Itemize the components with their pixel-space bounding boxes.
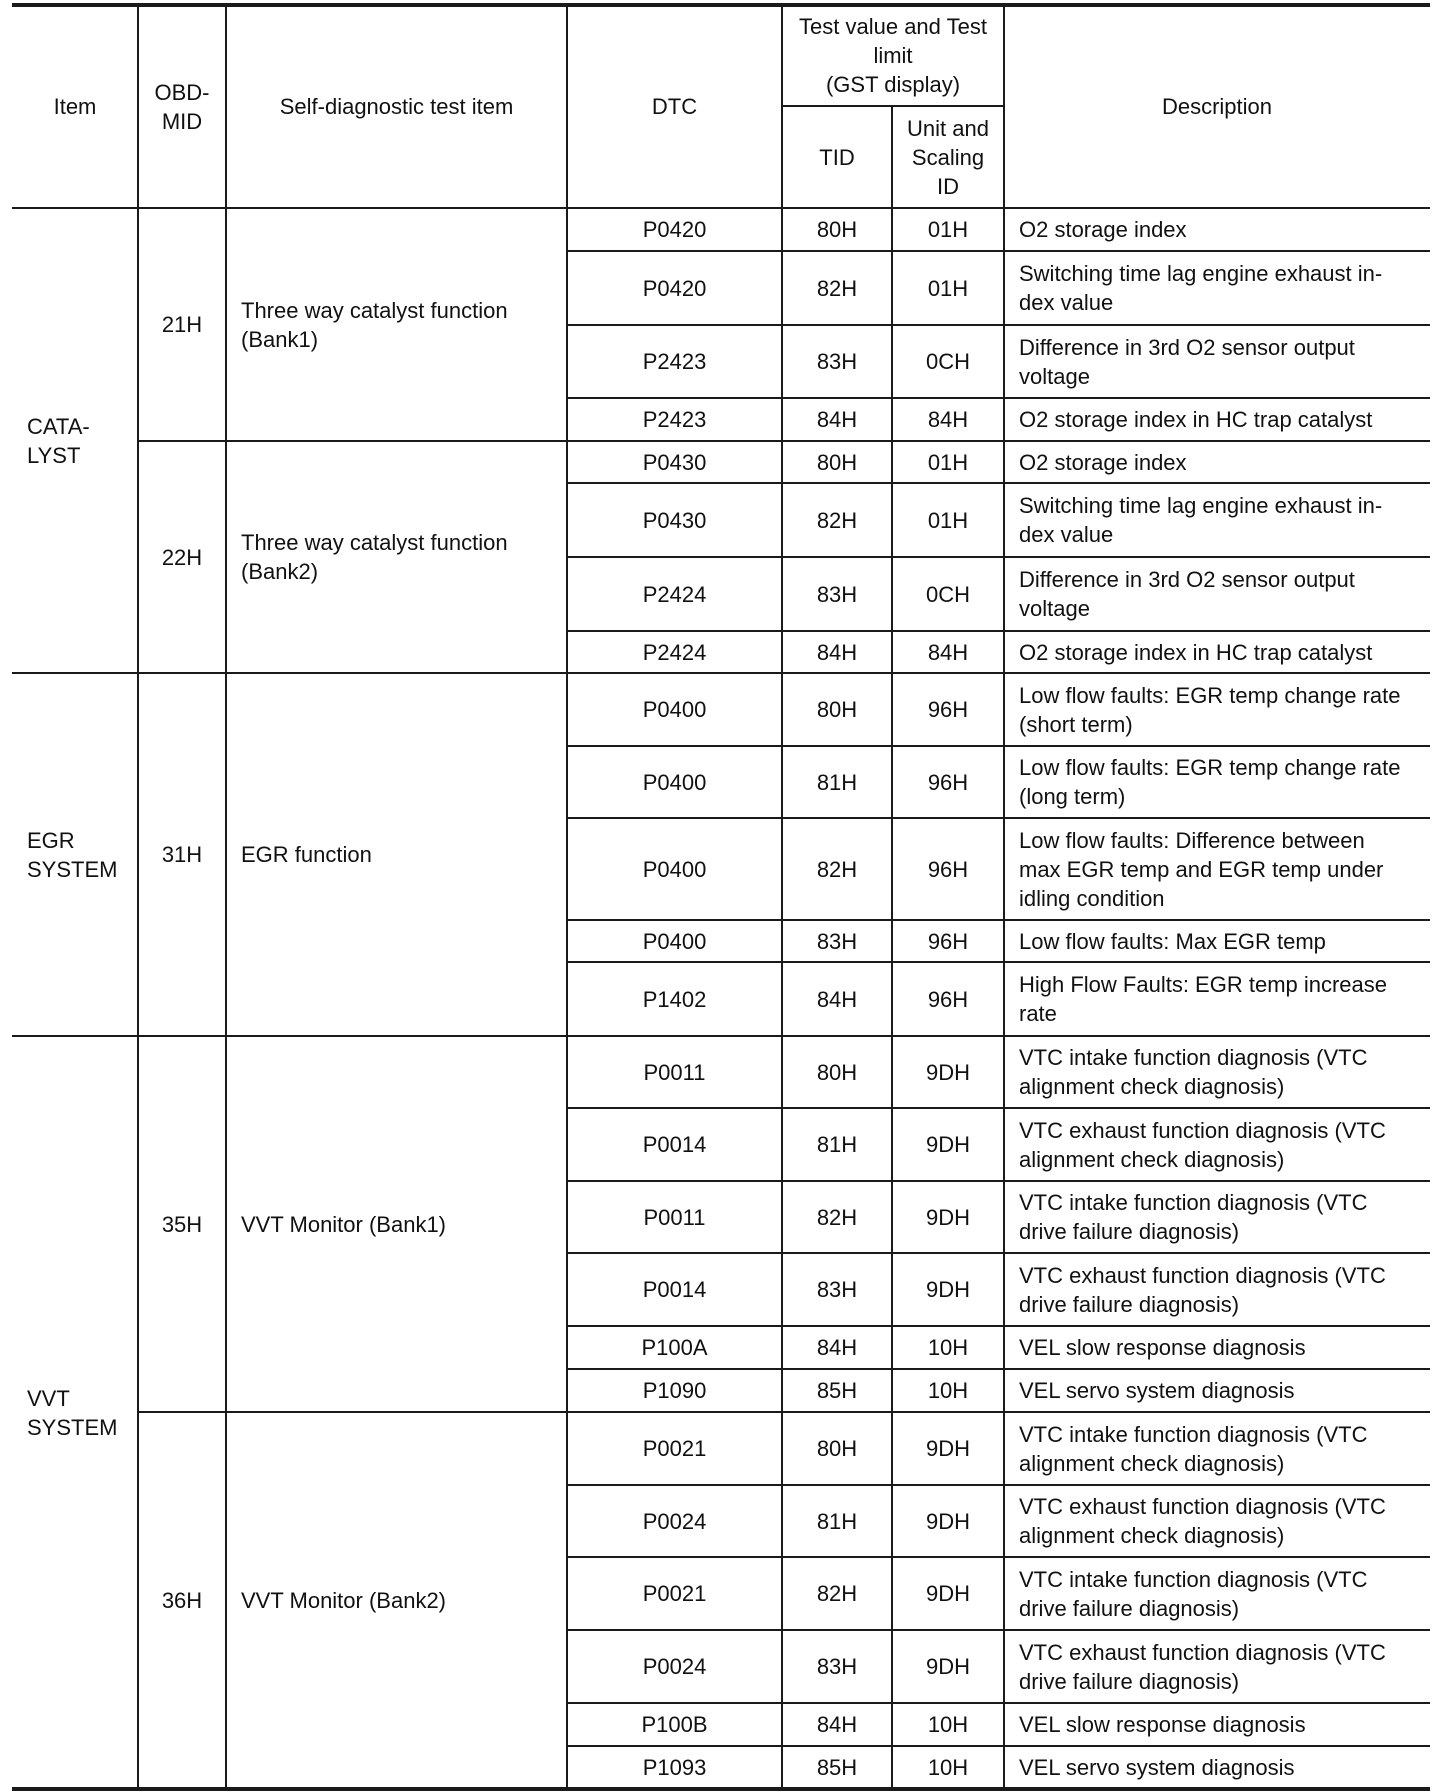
column-rule <box>891 106 893 1789</box>
description-cell-text: VTC exhaust function diagnosis (VTC alignment check diagnosis) <box>1019 1117 1386 1172</box>
tid-cell <box>782 325 892 398</box>
unit-scaling-cell-text: 10H <box>927 1378 969 1403</box>
tid-cell <box>782 557 892 631</box>
header-item-text: Item <box>53 94 97 119</box>
tid-cell <box>782 1253 892 1326</box>
dtc-cell <box>567 818 782 920</box>
tid-cell-text: 81H <box>816 769 858 795</box>
description-cell-text: VTC intake function diagnosis (VTC alignment check diagnosis) <box>1019 1421 1368 1476</box>
header-description-text: Description <box>1161 94 1273 119</box>
row-rule <box>567 919 1430 921</box>
obd-mid-cell-text: 22H <box>161 544 203 570</box>
description-cell <box>1004 631 1430 673</box>
header-dtc-text: DTC <box>651 94 698 119</box>
header-item <box>12 5 138 208</box>
unit-scaling-cell-text: 9DH <box>925 1654 970 1679</box>
tid-cell <box>782 920 892 962</box>
tid-cell-text: 84H <box>816 639 858 665</box>
dtc-cell-text: P2423 <box>642 349 707 374</box>
dtc-cell-text: P0011 <box>643 1204 706 1230</box>
dtc-cell <box>567 557 782 631</box>
dtc-cell-text: P0024 <box>642 1654 707 1679</box>
unit-scaling-cell <box>892 1326 1004 1369</box>
description-cell-text: VTC intake function diagnosis (VTC drive failure diagnosis) <box>1019 1566 1368 1621</box>
obd-mid-cell-text: 31H <box>161 842 203 867</box>
header-unit-scaling-text: Unit and Scaling ID <box>907 115 989 199</box>
test-item-cell <box>226 208 567 441</box>
tid-cell-text: 85H <box>816 1755 858 1780</box>
unit-scaling-cell <box>892 483 1004 557</box>
dtc-cell-text: P0011 <box>643 1059 706 1085</box>
description-cell-text: VEL servo system diagnosis <box>1019 1755 1295 1780</box>
description-cell-text: High Flow Faults: EGR temp increase rate <box>1019 972 1388 1026</box>
header-unit-scaling <box>892 106 1004 208</box>
tid-cell-text: 83H <box>816 1277 858 1302</box>
dtc-cell <box>567 251 782 325</box>
tid-cell <box>782 818 892 920</box>
unit-scaling-cell-text: 9DH <box>925 1436 970 1461</box>
unit-scaling-cell <box>892 818 1004 920</box>
tid-cell-text: 85H <box>816 1378 858 1403</box>
row-rule <box>567 1180 1430 1182</box>
description-cell <box>1004 1036 1430 1108</box>
unit-scaling-cell-text: 9DH <box>925 1204 970 1230</box>
dtc-cell <box>567 1036 782 1108</box>
tid-cell <box>782 1036 892 1108</box>
header-obd-mid <box>138 5 226 208</box>
header-test-value-group-text: Test value and Test limit (GST display) <box>799 14 987 97</box>
unit-scaling-cell-text: 9DH <box>925 1132 970 1157</box>
obd-mid-cell-text: 36H <box>161 1588 203 1613</box>
description-cell <box>1004 962 1430 1036</box>
dtc-cell <box>567 1485 782 1557</box>
description-cell <box>1004 1412 1430 1485</box>
unit-scaling-cell-text: 84H <box>927 639 969 665</box>
dtc-cell-text: P0021 <box>642 1436 707 1461</box>
test-item-cell-text: VVT Monitor (Bank2) <box>241 1588 447 1613</box>
tid-cell <box>782 251 892 325</box>
item-cell-text: VVT SYSTEM <box>27 1385 118 1440</box>
header-description <box>1004 5 1430 208</box>
obd-mid-cell <box>138 673 226 1036</box>
unit-scaling-cell <box>892 962 1004 1036</box>
unit-scaling-cell-text: 01H <box>927 275 969 301</box>
dtc-cell-text: P100B <box>641 1712 708 1737</box>
unit-scaling-cell <box>892 441 1004 483</box>
description-cell <box>1004 1703 1430 1746</box>
tid-cell-text: 83H <box>816 928 858 954</box>
row-rule <box>567 1556 1430 1558</box>
row-rule <box>567 961 1430 963</box>
column-rule <box>1003 5 1005 1789</box>
column-rule <box>781 5 783 1789</box>
description-cell <box>1004 398 1430 441</box>
description-cell <box>1004 1326 1430 1369</box>
dtc-cell <box>567 1412 782 1485</box>
tid-cell <box>782 1412 892 1485</box>
row-rule <box>567 1411 1430 1413</box>
description-cell-text: Difference in 3rd O2 sensor output voltage <box>1019 334 1355 389</box>
unit-scaling-cell-text: 96H <box>927 769 969 795</box>
unit-scaling-cell <box>892 1108 1004 1181</box>
dtc-cell-text: P0430 <box>642 507 707 533</box>
tid-cell-text: 83H <box>816 349 858 374</box>
description-cell-text: VEL slow response diagnosis <box>1019 1712 1306 1737</box>
tid-cell-text: 82H <box>816 275 858 301</box>
tid-cell <box>782 1746 892 1789</box>
row-rule <box>567 440 1430 442</box>
row-rule <box>567 1629 1430 1631</box>
dtc-cell <box>567 325 782 398</box>
unit-scaling-cell <box>892 1485 1004 1557</box>
description-cell <box>1004 673 1430 746</box>
dtc-cell <box>567 746 782 818</box>
mid-group-rule <box>138 440 567 442</box>
dtc-cell <box>567 1326 782 1369</box>
tid-cell <box>782 1326 892 1369</box>
unit-scaling-cell-text: 96H <box>927 856 969 882</box>
obd-mid-cell <box>138 441 226 673</box>
row-rule <box>567 1325 1430 1327</box>
description-cell <box>1004 325 1430 398</box>
description-cell-text: VTC intake function diagnosis (VTC alignment check diagnosis) <box>1019 1045 1368 1099</box>
unit-scaling-cell-text: 84H <box>927 407 969 432</box>
unit-scaling-cell-text: 01H <box>927 507 969 533</box>
mid-group-rule <box>138 1411 567 1413</box>
description-cell-text: Switching time lag engine exhaust in- dex value <box>1019 493 1383 547</box>
row-rule <box>567 324 1430 326</box>
dtc-cell <box>567 441 782 483</box>
dtc-cell-text: P0430 <box>642 449 707 475</box>
unit-scaling-cell <box>892 920 1004 962</box>
tid-cell <box>782 673 892 746</box>
description-cell <box>1004 1181 1430 1253</box>
unit-scaling-cell <box>892 1253 1004 1326</box>
tid-cell-text: 84H <box>816 1335 858 1360</box>
description-cell <box>1004 1746 1430 1789</box>
tid-cell-text: 82H <box>816 1581 858 1606</box>
dtc-cell <box>567 208 782 251</box>
row-rule <box>567 672 1430 674</box>
tid-cell-text: 80H <box>816 449 858 475</box>
tid-cell <box>782 1630 892 1703</box>
test-item-cell <box>226 673 567 1036</box>
unit-scaling-cell <box>892 398 1004 441</box>
unit-scaling-cell <box>892 1036 1004 1108</box>
tid-cell-text: 82H <box>816 1204 858 1230</box>
unit-scaling-cell <box>892 1746 1004 1789</box>
description-cell-text: O2 storage index <box>1019 449 1187 475</box>
dtc-cell-text: P1090 <box>642 1378 707 1403</box>
row-rule <box>567 1702 1430 1704</box>
dtc-cell-text: P0400 <box>642 856 707 882</box>
dtc-cell-text: P2423 <box>642 407 707 432</box>
item-cell-text: CATA- LYST <box>27 413 90 468</box>
dtc-cell <box>567 1369 782 1412</box>
obd-mid-cell-text: 21H <box>161 312 203 337</box>
unit-scaling-cell <box>892 631 1004 673</box>
tid-cell <box>782 1369 892 1412</box>
tid-cell-text: 83H <box>816 581 858 607</box>
tid-cell <box>782 631 892 673</box>
unit-scaling-cell-text: 10H <box>927 1712 969 1737</box>
row-rule <box>567 745 1430 747</box>
unit-scaling-cell-text: 10H <box>927 1335 969 1360</box>
tid-cell-text: 80H <box>816 1059 858 1085</box>
tid-cell <box>782 962 892 1036</box>
tid-cell-text: 84H <box>816 986 858 1012</box>
dtc-cell-text: P0024 <box>642 1508 707 1534</box>
unit-scaling-cell <box>892 1557 1004 1630</box>
tid-cell <box>782 441 892 483</box>
header-tid-text: TID <box>819 144 855 170</box>
unit-scaling-cell-text: 96H <box>927 986 969 1012</box>
row-rule <box>567 1252 1430 1254</box>
header-test-item <box>226 5 567 208</box>
unit-scaling-cell <box>892 1703 1004 1746</box>
unit-scaling-cell-text: 0CH <box>925 349 970 374</box>
test-item-cell-text: Three way catalyst function (Bank1) <box>241 297 508 352</box>
row-rule <box>567 556 1430 558</box>
unit-scaling-cell <box>892 1630 1004 1703</box>
dtc-cell-text: P100A <box>641 1335 708 1360</box>
unit-scaling-cell <box>892 208 1004 251</box>
dtc-cell <box>567 1746 782 1789</box>
description-cell <box>1004 1369 1430 1412</box>
description-cell <box>1004 441 1430 483</box>
description-cell-text: VTC exhaust function diagnosis (VTC alignment check diagnosis) <box>1019 1494 1386 1548</box>
row-rule <box>567 1368 1430 1370</box>
dtc-cell-text: P0400 <box>642 769 707 795</box>
dtc-cell-text: P0420 <box>642 275 707 301</box>
unit-scaling-cell <box>892 325 1004 398</box>
description-cell-text: VEL servo system diagnosis <box>1019 1378 1295 1403</box>
tid-cell-text: 84H <box>816 1712 858 1737</box>
dtc-cell-text: P2424 <box>642 581 707 607</box>
row-rule <box>567 250 1430 252</box>
unit-scaling-cell-text: 0CH <box>925 581 970 607</box>
description-cell <box>1004 1253 1430 1326</box>
row-rule <box>567 1745 1430 1747</box>
dtc-cell <box>567 1703 782 1746</box>
tid-cell <box>782 746 892 818</box>
description-cell-text: O2 storage index in HC trap catalyst <box>1019 639 1373 665</box>
dtc-cell <box>567 673 782 746</box>
group-rule <box>782 105 1004 107</box>
description-cell <box>1004 1557 1430 1630</box>
dtc-cell <box>567 398 782 441</box>
unit-scaling-cell <box>892 251 1004 325</box>
row-rule <box>567 630 1430 632</box>
item-cell <box>12 673 138 1036</box>
dtc-cell-text: P1093 <box>642 1755 707 1780</box>
tid-cell <box>782 483 892 557</box>
unit-scaling-cell <box>892 746 1004 818</box>
row-rule <box>567 1484 1430 1486</box>
unit-scaling-cell <box>892 1181 1004 1253</box>
description-cell <box>1004 1108 1430 1181</box>
row-rule <box>567 1107 1430 1109</box>
tid-cell-text: 81H <box>816 1132 858 1157</box>
description-cell-text: VTC exhaust function diagnosis (VTC drive failure diagnosis) <box>1019 1262 1386 1317</box>
description-cell <box>1004 818 1430 920</box>
unit-scaling-cell-text: 9DH <box>925 1059 970 1085</box>
tid-cell-text: 80H <box>816 697 858 722</box>
unit-scaling-cell-text: 01H <box>927 449 969 475</box>
description-cell <box>1004 920 1430 962</box>
unit-scaling-cell-text: 9DH <box>925 1277 970 1302</box>
header-test-value-group <box>782 5 1004 106</box>
unit-scaling-cell-text: 10H <box>927 1755 969 1780</box>
row-rule <box>567 482 1430 484</box>
tid-cell <box>782 1181 892 1253</box>
tid-cell-text: 82H <box>816 856 858 882</box>
dtc-cell <box>567 1630 782 1703</box>
description-cell-text: Difference in 3rd O2 sensor output voltage <box>1019 567 1355 621</box>
test-item-cell-text: EGR function <box>241 842 372 867</box>
description-cell <box>1004 1630 1430 1703</box>
tid-cell <box>782 1485 892 1557</box>
description-cell-text: VTC intake function diagnosis (VTC drive failure diagnosis) <box>1019 1190 1368 1244</box>
tid-cell <box>782 1557 892 1630</box>
column-rule <box>566 5 568 1789</box>
obd-mid-cell <box>138 1036 226 1412</box>
tid-cell <box>782 398 892 441</box>
row-rule <box>567 817 1430 819</box>
header-tid <box>782 106 892 208</box>
dtc-cell-text: P2424 <box>642 639 707 665</box>
column-rule <box>137 5 139 1789</box>
tid-cell-text: 82H <box>816 507 858 533</box>
item-cell <box>12 208 138 673</box>
description-cell-text: O2 storage index <box>1019 217 1187 242</box>
test-item-cell <box>226 1412 567 1789</box>
unit-scaling-cell <box>892 673 1004 746</box>
description-cell-text: Low flow faults: EGR temp change rate (short term) <box>1019 682 1401 737</box>
dtc-cell <box>567 1557 782 1630</box>
unit-scaling-cell <box>892 1369 1004 1412</box>
tid-cell <box>782 208 892 251</box>
row-rule <box>567 1035 1430 1037</box>
description-cell <box>1004 557 1430 631</box>
unit-scaling-cell-text: 9DH <box>925 1508 970 1534</box>
header-dtc <box>567 5 782 208</box>
dtc-cell-text: P0014 <box>642 1277 707 1302</box>
description-cell <box>1004 208 1430 251</box>
dtc-cell-text: P0420 <box>642 217 707 242</box>
header-obd-mid-text: OBD- MID <box>154 79 210 134</box>
tid-cell-text: 80H <box>816 1436 858 1461</box>
dtc-cell-text: P0014 <box>642 1132 707 1157</box>
dtc-cell <box>567 1181 782 1253</box>
description-cell-text: Switching time lag engine exhaust in- dex value <box>1019 261 1383 315</box>
test-item-cell-text: VVT Monitor (Bank1) <box>241 1211 447 1237</box>
obd-mid-cell <box>138 1412 226 1789</box>
unit-scaling-cell <box>892 1412 1004 1485</box>
tid-cell-text: 81H <box>816 1508 858 1534</box>
test-item-cell <box>226 441 567 673</box>
dtc-cell-text: P0400 <box>642 697 707 722</box>
dtc-cell-text: P0400 <box>642 928 707 954</box>
dtc-cell <box>567 631 782 673</box>
dtc-cell <box>567 1108 782 1181</box>
description-cell-text: O2 storage index in HC trap catalyst <box>1019 407 1373 432</box>
description-cell <box>1004 483 1430 557</box>
obd-mid-cell <box>138 208 226 441</box>
item-group-rule <box>12 1035 567 1037</box>
description-cell-text: VTC exhaust function diagnosis (VTC drive failure diagnosis) <box>1019 1639 1386 1694</box>
dtc-cell-text: P0021 <box>642 1581 707 1606</box>
test-item-cell-text: Three way catalyst function (Bank2) <box>241 530 508 584</box>
obd-mid-cell-text: 35H <box>161 1211 203 1237</box>
description-cell-text: VEL slow response diagnosis <box>1019 1335 1306 1360</box>
tid-cell <box>782 1108 892 1181</box>
description-cell-text: Low flow faults: Max EGR temp <box>1019 928 1326 954</box>
unit-scaling-cell-text: 9DH <box>925 1581 970 1606</box>
description-cell-text: Low flow faults: Difference between max EGR temp and EGR temp under idling condition <box>1019 827 1384 911</box>
unit-scaling-cell <box>892 557 1004 631</box>
unit-scaling-cell-text: 96H <box>927 697 969 722</box>
column-rule <box>225 5 227 1789</box>
row-rule <box>567 397 1430 399</box>
description-cell <box>1004 746 1430 818</box>
dtc-cell <box>567 483 782 557</box>
tid-cell-text: 83H <box>816 1654 858 1679</box>
test-item-cell <box>226 1036 567 1412</box>
description-cell <box>1004 251 1430 325</box>
item-group-rule <box>12 672 567 674</box>
item-cell <box>12 1036 138 1789</box>
unit-scaling-cell-text: 01H <box>927 217 969 242</box>
unit-scaling-cell-text: 96H <box>927 928 969 954</box>
description-cell <box>1004 1485 1430 1557</box>
header-test-item-text: Self-diagnostic test item <box>279 94 514 119</box>
dtc-cell <box>567 962 782 1036</box>
dtc-cell <box>567 1253 782 1326</box>
item-cell-text: EGR SYSTEM <box>27 827 118 882</box>
description-cell-text: Low flow faults: EGR temp change rate (long term) <box>1019 755 1401 809</box>
dtc-cell-text: P1402 <box>642 986 707 1012</box>
tid-cell <box>782 1703 892 1746</box>
tid-cell-text: 84H <box>816 407 858 432</box>
dtc-cell <box>567 920 782 962</box>
tid-cell-text: 80H <box>816 217 858 242</box>
